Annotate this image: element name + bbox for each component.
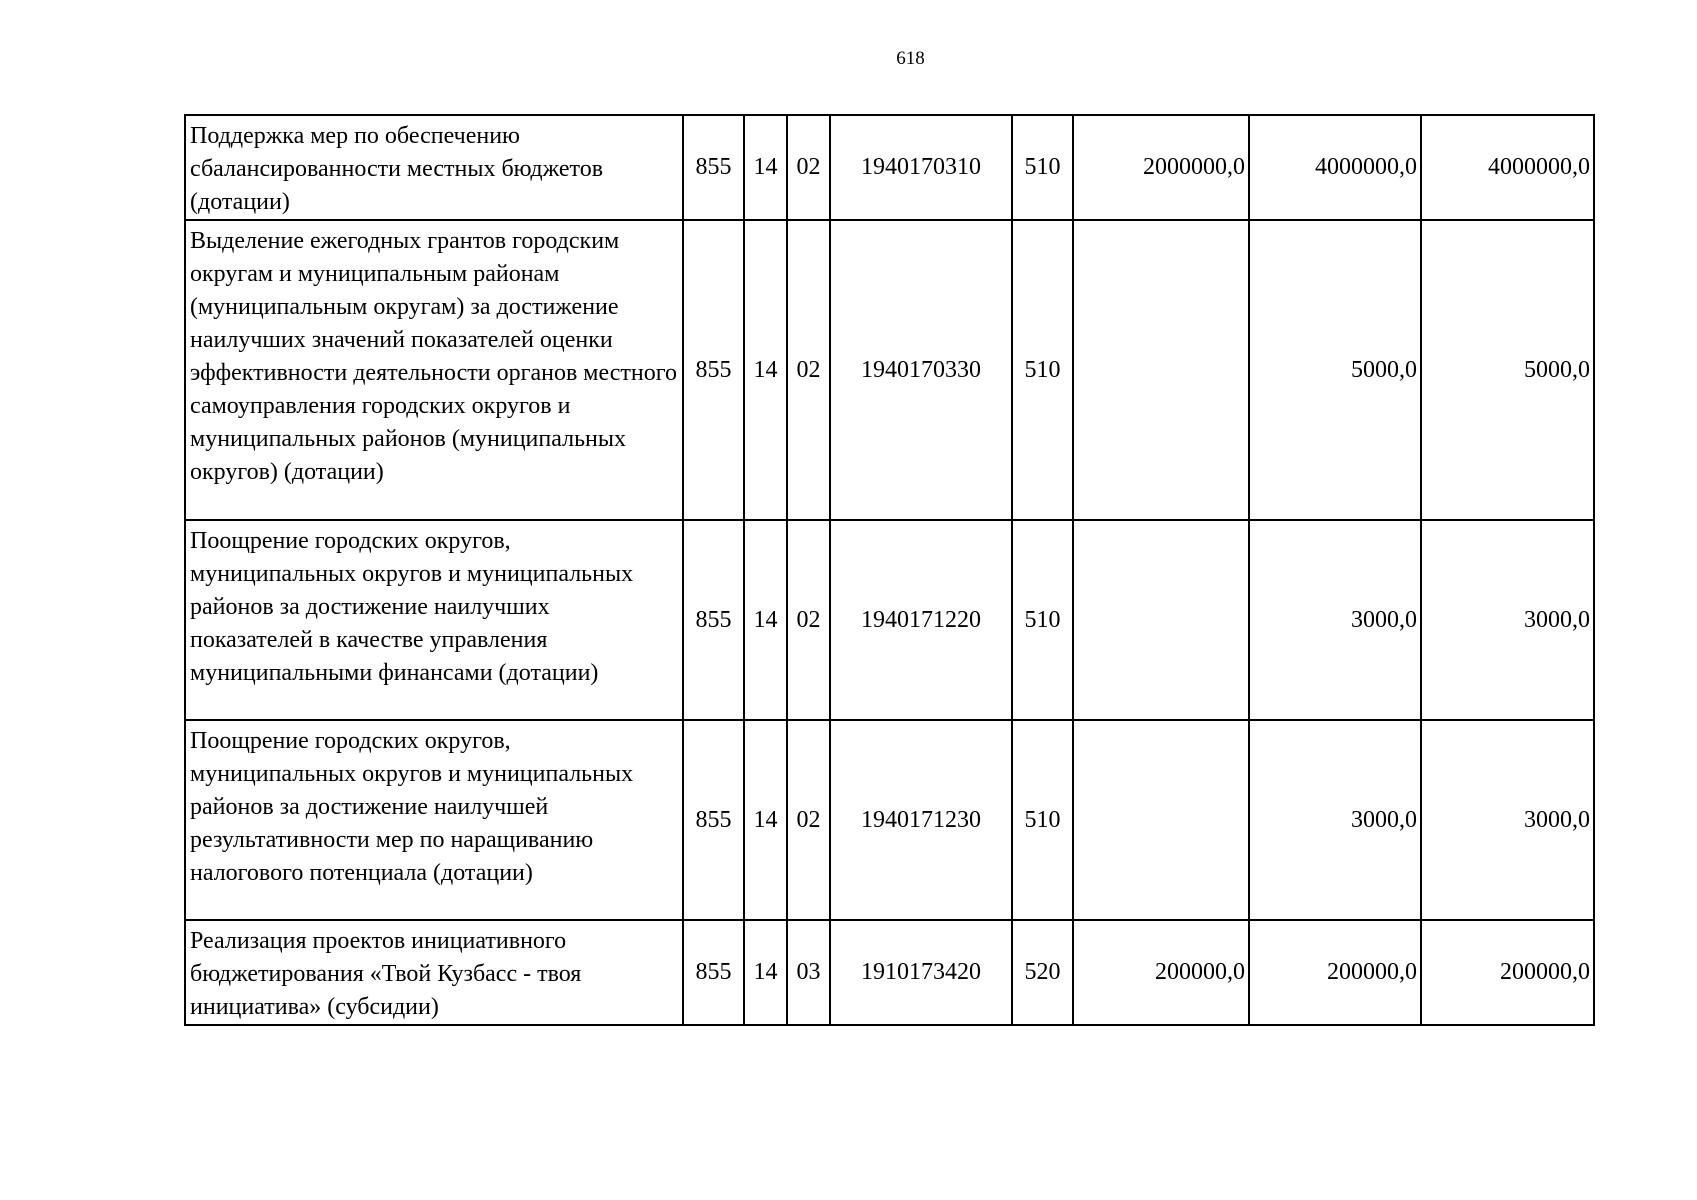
amount-2: 3000,0 <box>1249 520 1421 720</box>
subsection-code: 02 <box>787 520 830 720</box>
amount-2: 200000,0 <box>1249 920 1421 1025</box>
expense-type-code: 510 <box>1012 115 1073 220</box>
ministry-code: 855 <box>683 920 744 1025</box>
section-code: 14 <box>744 520 787 720</box>
row-name: Реализация проектов инициативного бюджетирования «Твой Кузбасс - твоя инициатива» (субсидии) <box>185 920 683 1025</box>
amount-3: 3000,0 <box>1421 720 1594 920</box>
amount-2: 5000,0 <box>1249 220 1421 520</box>
page-number: 618 <box>896 48 925 69</box>
amount-3: 5000,0 <box>1421 220 1594 520</box>
amount-1 <box>1073 220 1249 520</box>
section-code: 14 <box>744 920 787 1025</box>
table-row <box>185 115 1594 220</box>
subsection-code: 03 <box>787 920 830 1025</box>
subsection-code: 02 <box>787 220 830 520</box>
table-row <box>185 220 1594 520</box>
amount-3: 200000,0 <box>1421 920 1594 1025</box>
subsection-code: 02 <box>787 115 830 220</box>
section-code: 14 <box>744 720 787 920</box>
subsection-code: 02 <box>787 720 830 920</box>
target-code: 1910173420 <box>830 920 1012 1025</box>
expense-type-code: 510 <box>1012 220 1073 520</box>
row-name: Выделение ежегодных грантов городским округам и муниципальным районам (муниципальным округам) за достижение наилучших значений показателей оценки эффективности деятельности органов местного самоуправления городских округов и муниципальных районов (муниципальных округов) (дотации) <box>185 220 683 520</box>
ministry-code: 855 <box>683 520 744 720</box>
row-name: Поощрение городских округов, муниципальных округов и муниципальных районов за достижение наилучшей результативности мер по наращиванию налогового потенциала (дотации) <box>185 720 683 920</box>
expense-type-code: 510 <box>1012 520 1073 720</box>
expense-type-code: 520 <box>1012 920 1073 1025</box>
expense-type-code: 510 <box>1012 720 1073 920</box>
table-row <box>185 920 1594 1025</box>
amount-2: 3000,0 <box>1249 720 1421 920</box>
amount-1 <box>1073 520 1249 720</box>
amount-2: 4000000,0 <box>1249 115 1421 220</box>
target-code: 1940171230 <box>830 720 1012 920</box>
amount-1: 2000000,0 <box>1073 115 1249 220</box>
target-code: 1940171220 <box>830 520 1012 720</box>
ministry-code: 855 <box>683 220 744 520</box>
amount-3: 4000000,0 <box>1421 115 1594 220</box>
table-row <box>185 520 1594 720</box>
section-code: 14 <box>744 115 787 220</box>
row-name: Поддержка мер по обеспечению сбалансированности местных бюджетов (дотации) <box>185 115 683 220</box>
row-name: Поощрение городских округов, муниципальных округов и муниципальных районов за достижение наилучших показателей в качестве управления муниципальными финансами (дотации) <box>185 520 683 720</box>
amount-1: 200000,0 <box>1073 920 1249 1025</box>
target-code: 1940170330 <box>830 220 1012 520</box>
target-code: 1940170310 <box>830 115 1012 220</box>
budget-table <box>184 114 1595 1026</box>
ministry-code: 855 <box>683 115 744 220</box>
section-code: 14 <box>744 220 787 520</box>
table-row <box>185 720 1594 920</box>
amount-3: 3000,0 <box>1421 520 1594 720</box>
amount-1 <box>1073 720 1249 920</box>
ministry-code: 855 <box>683 720 744 920</box>
